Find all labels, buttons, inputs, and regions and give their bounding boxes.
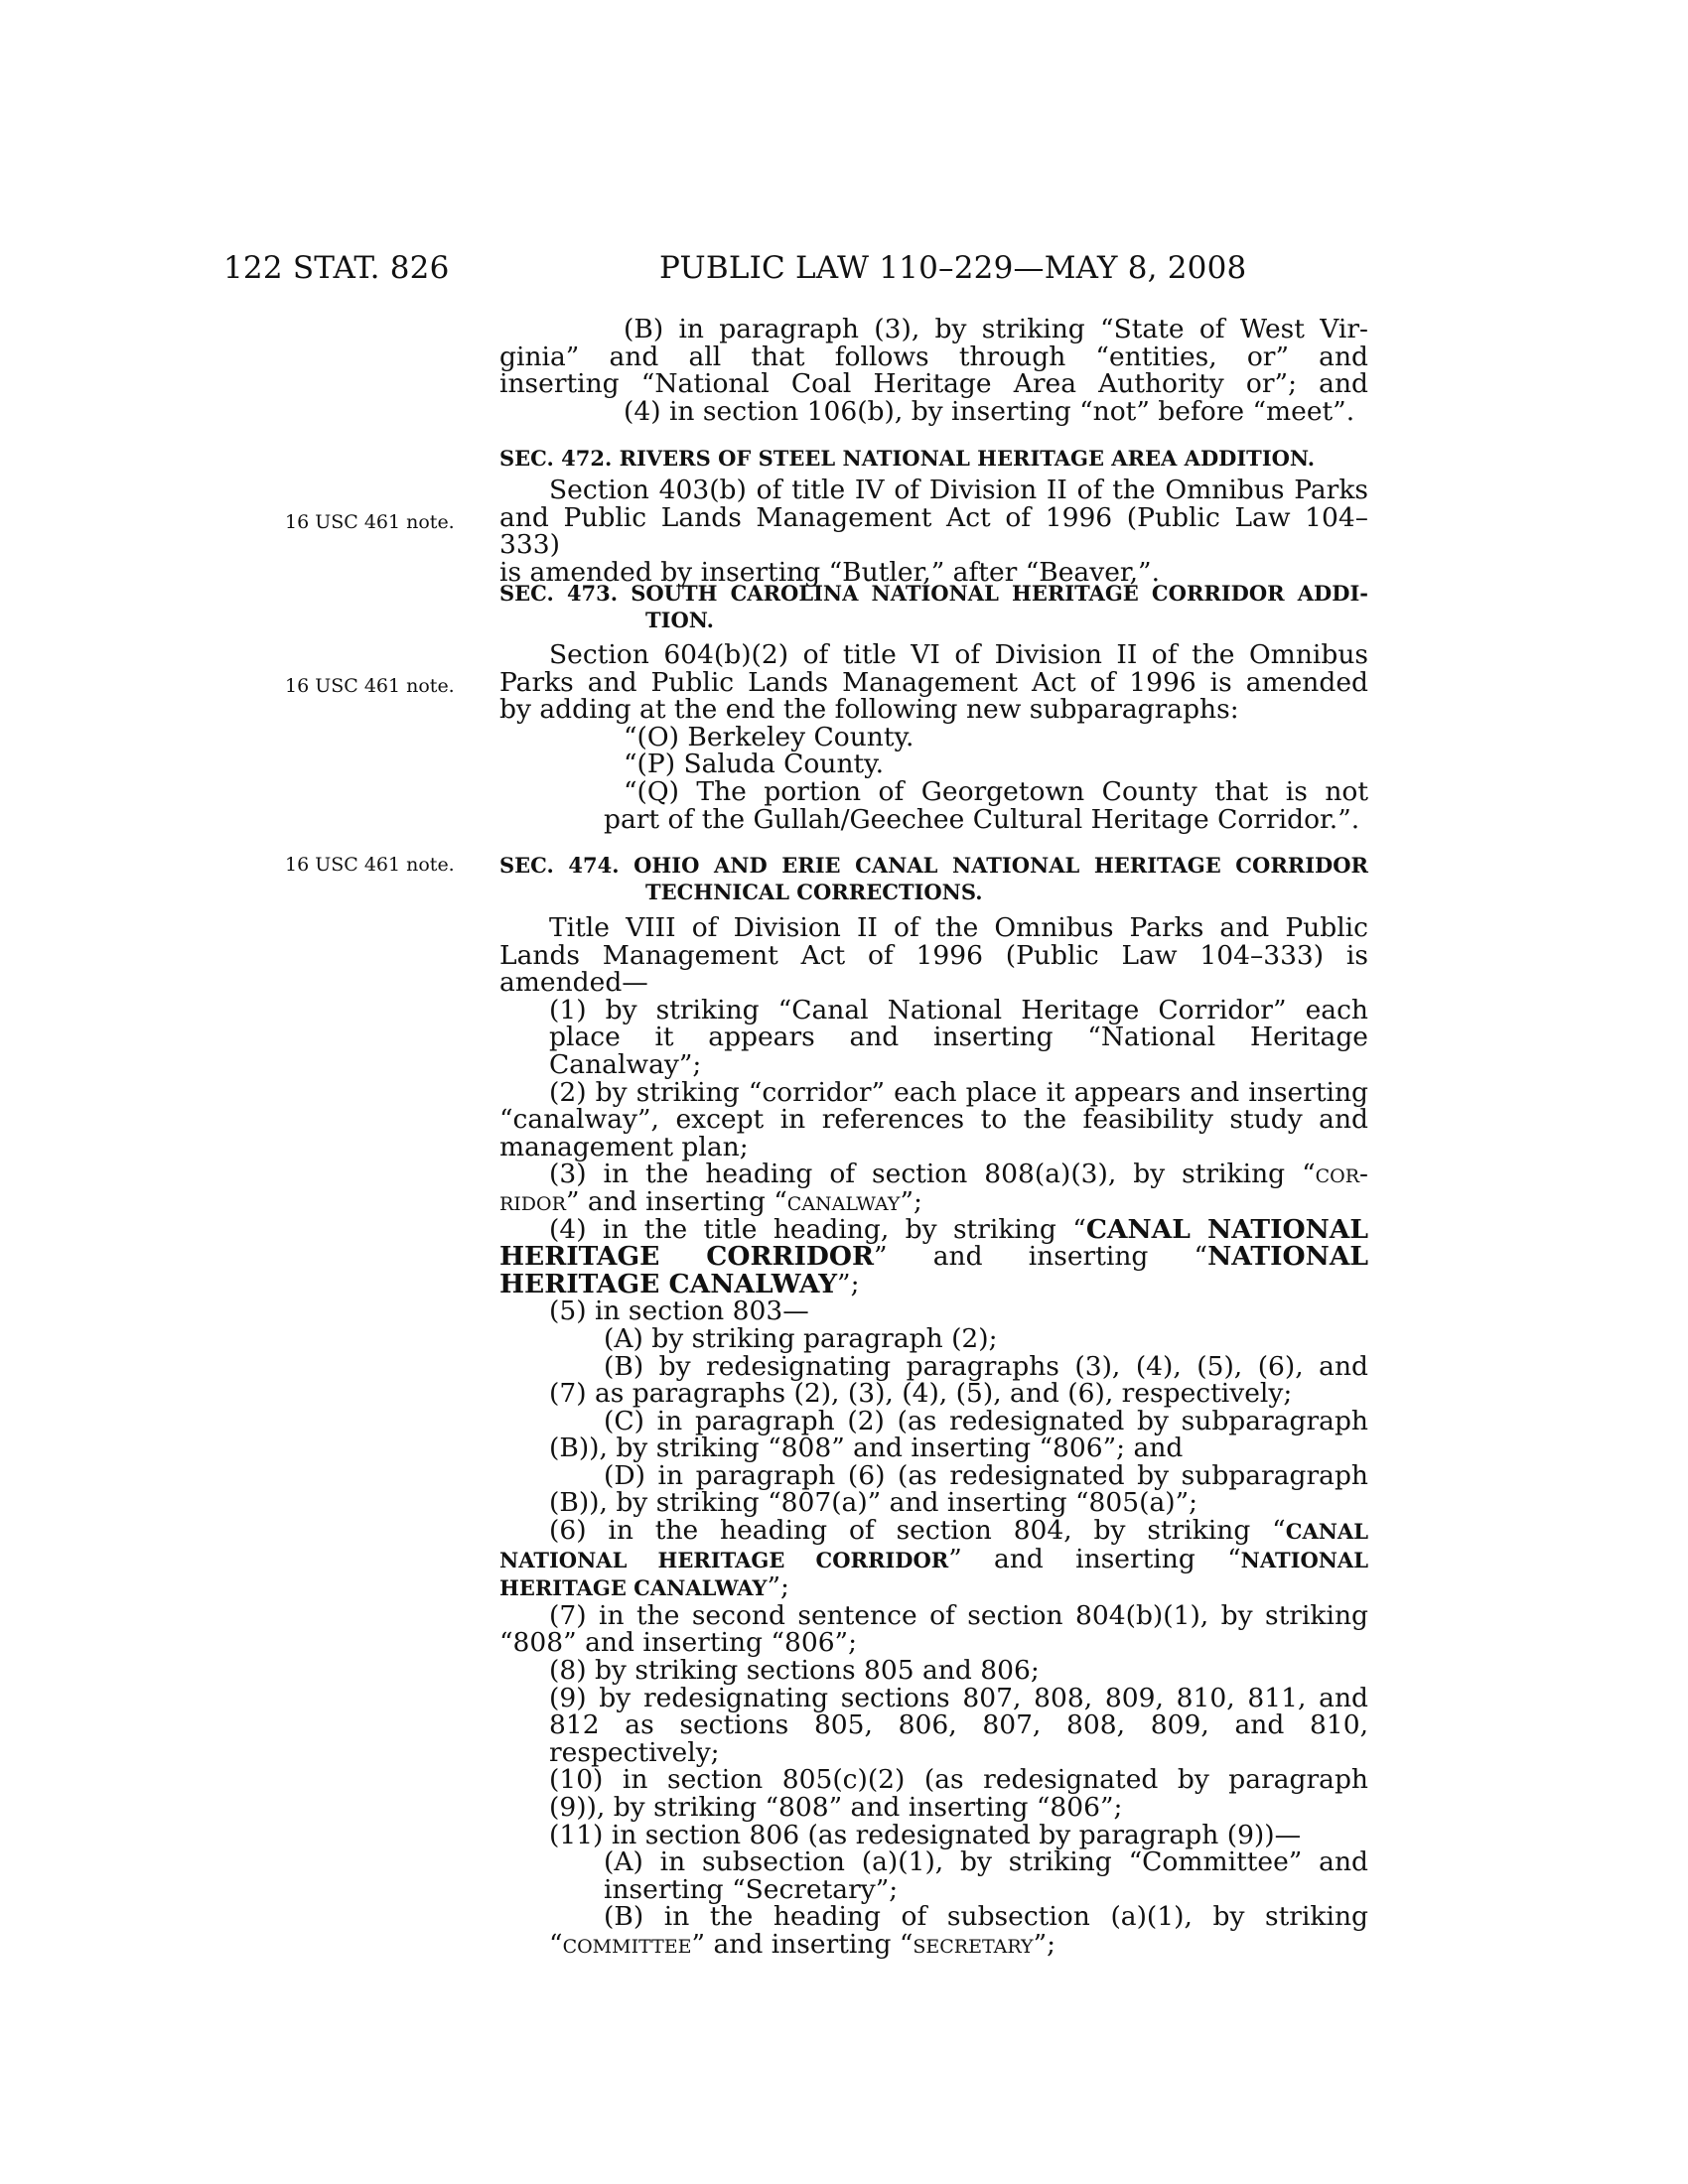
- text-line: (9) by redesignating sections 807, 808, 809, 810, 811, and: [549, 1682, 1368, 1713]
- margin-note-sec474: 16 USC 461 note.: [285, 854, 455, 876]
- text-line: [499, 1928, 1368, 1960]
- small-caps-run: ridor: [499, 1185, 566, 1217]
- bold-run: HERITAGE CANALWAY: [499, 1268, 838, 1299]
- small-caps-run: canalway: [786, 1185, 901, 1217]
- text-line: by adding at the end the following new subparagraphs:: [499, 694, 1239, 726]
- text-line: Lands Management Act of 1996 (Public Law 104–333) is amended—: [499, 939, 1368, 999]
- text-line: Title VIII of Division II of the Omnibus Parks and Public: [549, 912, 1368, 943]
- text-run: ”;: [767, 1571, 789, 1603]
- text-line: [499, 1243, 1368, 1271]
- text-line: (B) by redesignating paragraphs (3), (4), (5), (6), and: [604, 1350, 1368, 1382]
- text-line: Section 604(b)(2) of title VI of Division II of the Omnibus: [549, 639, 1368, 670]
- bold-run: NATIONAL: [1207, 1241, 1369, 1273]
- stat-page-number: 122 STAT. 826: [223, 250, 450, 286]
- section-472: [499, 445, 1368, 472]
- text-line: [499, 1543, 1368, 1574]
- margin-note-sec472: 16 USC 461 note.: [285, 511, 455, 533]
- text-line: and Public Lands Management Act of 1996 (Public Law 104–333): [499, 501, 1368, 561]
- text-line: (A) in subsection (a)(1), by striking “Committee” and: [604, 1846, 1368, 1878]
- text-line: inserting “Secretary”;: [604, 1873, 899, 1905]
- text-run: (4) in the title heading, by striking “: [549, 1213, 1086, 1245]
- bold-run: HERITAGE CANALWAY: [499, 1575, 768, 1601]
- text-line: (5) in section 803—: [549, 1296, 809, 1327]
- text-line: part of the Gullah/Geechee Cultural Heritage Corridor.”.: [604, 803, 1360, 835]
- text-run: “: [549, 1928, 563, 1960]
- text-line: place it appears and inserting “National Heritage Canalway”;: [549, 1022, 1368, 1080]
- text-line: (B)), by striking “808” and inserting “806”; and: [549, 1433, 1184, 1464]
- section-heading-cont: TECHNICAL CORRECTIONS.: [645, 880, 983, 904]
- section-heading-cont: TION.: [645, 608, 714, 632]
- section-473-body: [499, 641, 1368, 833]
- section-473: [499, 580, 1368, 633]
- section-472-body: [499, 477, 1368, 586]
- text-line: (7) as paragraphs (2), (3), (4), (5), and (6), respectively;: [549, 1378, 1293, 1410]
- text-line: ginia” and all that follows through “entities, or” and: [499, 341, 1368, 372]
- text-line: (B)), by striking “807(a)” and inserting “805(a)”;: [549, 1487, 1198, 1519]
- text-line: [499, 1517, 1368, 1546]
- bold-run: CANAL NATIONAL: [1085, 1213, 1368, 1245]
- text-line: inserting “National Coal Heritage Area Authority or”; and: [499, 368, 1368, 400]
- text-line: “canalway”, except in references to the feasibility study and: [499, 1104, 1368, 1136]
- text-line: (2) by striking “corridor” each place it appears and inserting: [549, 1076, 1368, 1108]
- section-heading: SEC. 474. OHIO AND ERIE CANAL NATIONAL HERITAGE CORRIDOR: [499, 853, 1368, 878]
- text-line: 812 as sections 805, 806, 807, 808, 809, and 810, respectively;: [549, 1709, 1368, 1768]
- section-474-body: [499, 914, 1368, 1959]
- text-run: ” and inserting “: [691, 1928, 914, 1960]
- text-line: “(Q) The portion of Georgetown County that is not: [624, 775, 1368, 807]
- text-line: [499, 1573, 1368, 1602]
- text-line: (9)), by striking “808” and inserting “806”;: [549, 1792, 1123, 1823]
- text-line: (11) in section 806 (as redesignated by paragraph (9))—: [549, 1819, 1302, 1850]
- text-line: is amended by inserting “Butler,” after “Beaver,”.: [499, 556, 1161, 588]
- section-474: [499, 852, 1368, 905]
- text-line: [499, 1185, 1368, 1217]
- text-line: (B) in paragraph (3), by striking “State of West Vir-: [624, 314, 1368, 344]
- margin-note-sec473: 16 USC 461 note.: [285, 675, 455, 697]
- text-line: (4) in section 106(b), by inserting “not” before “meet”.: [624, 395, 1355, 427]
- text-line: (10) in section 805(c)(2) (as redesignated by paragraph: [549, 1764, 1368, 1796]
- text-line: [499, 1213, 1368, 1245]
- text-run: (6) in the heading of section 804, by striking “: [549, 1515, 1286, 1547]
- text-line: (B) in the heading of subsection (a)(1), by striking: [604, 1901, 1368, 1933]
- continuation-block: [499, 316, 1368, 425]
- bold-run: NATIONAL: [1240, 1547, 1368, 1572]
- text-line: [499, 1268, 1368, 1299]
- text-run: (3) in the heading of section 808(a)(3), by striking “: [549, 1159, 1316, 1190]
- public-law-running-head: PUBLIC LAW 110–229—MAY 8, 2008: [659, 250, 1247, 286]
- text-run: ” and inserting “: [874, 1241, 1208, 1273]
- text-line: (1) by striking “Canal National Heritage Corridor” each: [549, 994, 1368, 1025]
- small-caps-run: cor-: [1315, 1159, 1368, 1190]
- text-line: “(P) Saluda County.: [624, 749, 885, 780]
- text-line: (A) by striking paragraph (2);: [604, 1322, 998, 1354]
- text-run: ”;: [900, 1185, 922, 1217]
- text-line: (8) by striking sections 805 and 806;: [549, 1655, 1040, 1687]
- section-heading: SEC. 473. SOUTH CAROLINA NATIONAL HERITAGE CORRIDOR ADDI-: [499, 581, 1368, 606]
- small-caps-run: secretary: [913, 1928, 1034, 1960]
- small-caps-run: committee: [562, 1928, 692, 1960]
- text-line: (7) in the second sentence of section 804(b)(1), by striking: [549, 1599, 1368, 1631]
- section-heading: SEC. 472. RIVERS OF STEEL NATIONAL HERITAGE AREA ADDITION.: [499, 446, 1316, 471]
- bold-run: CANAL: [1285, 1519, 1368, 1545]
- text-line: Section 403(b) of title IV of Division II of the Omnibus Parks: [549, 475, 1368, 505]
- bold-run: NATIONAL HERITAGE CORRIDOR: [499, 1547, 949, 1572]
- text-run: ” and inserting “: [565, 1185, 787, 1217]
- text-line: (D) in paragraph (6) (as redesignated by subparagraph: [604, 1459, 1368, 1491]
- text-run: ”;: [1033, 1928, 1056, 1960]
- text-line: “808” and inserting “806”;: [499, 1627, 858, 1659]
- text-line: [499, 1160, 1368, 1188]
- bold-run: HERITAGE CORRIDOR: [499, 1241, 874, 1273]
- text-run: ” and inserting “: [948, 1543, 1241, 1574]
- text-line: management plan;: [499, 1131, 749, 1162]
- text-line: (C) in paragraph (2) (as redesignated by subparagraph: [604, 1405, 1368, 1436]
- text-run: ”;: [837, 1268, 860, 1299]
- text-line: Parks and Public Lands Management Act of 1996 is amended: [499, 666, 1368, 698]
- text-line: “(O) Berkeley County.: [624, 721, 914, 752]
